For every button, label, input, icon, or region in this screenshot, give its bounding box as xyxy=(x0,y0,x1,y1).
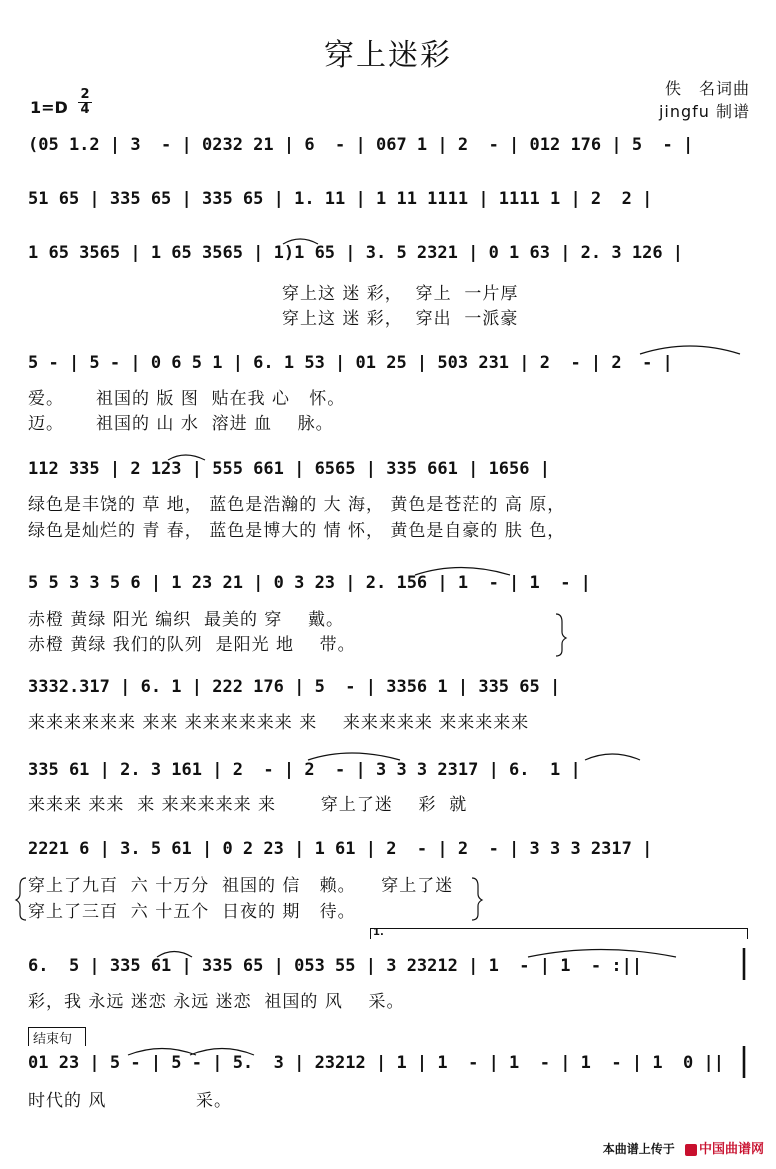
lyric-line-10: 彩，我 永远 迷恋 永远 迷恋 祖国的 风 采。 xyxy=(28,992,405,1012)
lyric-line-8: 来来来 来来 来 来来来来来 来 穿上了迷 彩 就 xyxy=(28,795,468,815)
lyric-line-9b: 穿上了三百 六 十五个 日夜的 期 待。 xyxy=(28,902,356,922)
notation-line-4: 5 - | 5 - | 0 6 5 1 | 6. 1 53 | 01 25 | 503 231 | 2 - | 2 - | xyxy=(28,353,673,373)
lyric-line-9a: 穿上了九百 六 十万分 祖国的 信 赖。 穿上了迷 xyxy=(28,876,454,896)
logo-icon xyxy=(685,1144,697,1156)
notation-line-5: 112 335 | 2 123 | 555 661 | 6565 | 335 661 | 1656 | xyxy=(28,459,550,479)
key-signature: 1=D xyxy=(30,98,68,117)
notation-line-10: 6. 5 | 335 61 | 335 65 | 053 55 | 3 23212 | 1 - | 1 - :|| xyxy=(28,956,643,976)
lyric-brace xyxy=(472,878,482,920)
notation-line-2: 51 65 | 335 65 | 335 65 | 1. 11 | 1 11 1111 | 1111 1 | 2 2 | xyxy=(28,189,653,209)
lyric-line-11: 时代的 风 采。 xyxy=(28,1091,233,1111)
lyric-brace xyxy=(556,614,566,656)
footer-text: 本曲谱上传于 xyxy=(602,1142,675,1156)
ending-box xyxy=(28,1027,86,1046)
lyric-line-5b: 绿色是灿烂的 青 春， 蓝色是博大的 情 怀， 黄色是自豪的 肤 色， xyxy=(28,521,566,541)
time-signature-bottom: 4 xyxy=(78,102,92,117)
notation-line-7: 3332.317 | 6. 1 | 222 176 | 5 - | 3356 1 | 335 65 | xyxy=(28,677,561,697)
notation-line-8: 335 61 | 2. 3 161 | 2 - | 2 - | 3 3 3 2317 | 6. 1 | xyxy=(28,760,581,780)
credit-transcriber: jingfu 制谱 xyxy=(658,102,750,121)
notation-line-1: (05 1.2 | 3 - | 0232 21 | 6 - | 067 1 | 2 - | 012 176 | 5 - | xyxy=(28,135,694,155)
lyric-line-7: 来来来来来来 来来 来来来来来来 来 来来来来来 来来来来来 xyxy=(28,713,530,733)
lyric-line-5a: 绿色是丰饶的 草 地， 蓝色是浩瀚的 大 海， 黄色是苍茫的 高 原， xyxy=(28,495,566,515)
lyric-line-6a: 赤橙 黄绿 阳光 编织 最美的 穿 戴。 xyxy=(28,610,345,630)
lyric-line-3a: 穿上这 迷 彩， 穿上 一片厚 xyxy=(282,284,519,304)
volta-bracket xyxy=(370,928,748,939)
time-signature-top: 2 xyxy=(80,87,90,102)
volta-label: 1. xyxy=(373,927,384,938)
lyric-line-4b: 迈。 祖国的 山 水 溶进 血 脉。 xyxy=(28,414,334,434)
ending-label: 结束句 xyxy=(33,1032,73,1047)
notation-line-11: 01 23 | 5 - | 5 - | 5. 3 | 23212 | 1 | 1 - | 1 - | 1 - | 1 0 || xyxy=(28,1053,724,1073)
slur-mark xyxy=(585,754,640,760)
site-logo[interactable] xyxy=(685,1142,764,1157)
credit-lyricist-composer: 佚 名词曲 xyxy=(664,79,750,98)
time-signature xyxy=(78,88,92,117)
lyric-brace xyxy=(16,878,26,920)
lyric-line-6b: 赤橙 黄绿 我们的队列 是阳光 地 带。 xyxy=(28,635,356,655)
lyric-line-3b: 穿上这 迷 彩， 穿出 一派豪 xyxy=(282,309,519,329)
song-title: 穿上迷彩 xyxy=(324,38,452,73)
notation-line-9: 2221 6 | 3. 5 61 | 0 2 23 | 1 61 | 2 - | 2 - | 3 3 3 2317 | xyxy=(28,839,653,859)
site-name: 中国曲谱网 xyxy=(698,1142,764,1157)
site-footer xyxy=(603,1138,764,1157)
notation-line-6: 5 5 3 3 5 6 | 1 23 21 | 0 3 23 | 2. 156 | 1 - | 1 - | xyxy=(28,573,591,593)
notation-line-3: 1 65 3565 | 1 65 3565 | 1)1 65 | 3. 5 2321 | 0 1 63 | 2. 3 126 | xyxy=(28,243,684,263)
lyric-line-4a: 爱。 祖国的 版 图 贴在我 心 怀。 xyxy=(28,389,346,409)
